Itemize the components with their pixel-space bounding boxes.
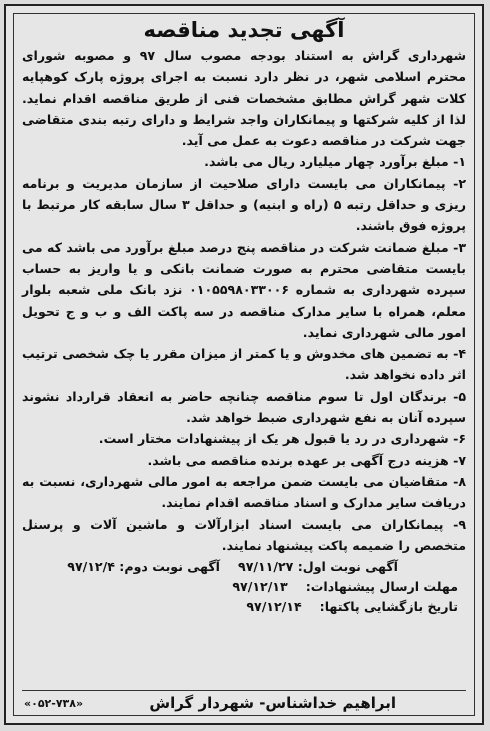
notice-body	[13, 13, 475, 716]
notice-item-2: ۲- پیمانکاران می بایست دارای صلاحیت از سازمان مدیریت و برنامه ریزی و حداقل رتبه ۵ (راه و ابنیه) و حداقل ۳ سال سابقه کار مرتبط با پروژه فوق باشند.	[22, 175, 466, 234]
second-ad-date	[67, 557, 220, 577]
notice-footer	[22, 690, 466, 715]
notice-item-6: ۶- شهرداری در رد یا قبول هر یک از پیشنهادات مختار است.	[98, 431, 466, 447]
second-ad-value: ۹۷/۱۲/۴	[67, 559, 115, 575]
ad-code: «۰۵۲-۷۳۸»	[24, 696, 84, 710]
deadline-label: مهلت ارسال پیشنهادات:	[305, 579, 458, 595]
first-ad-label: آگهی نوبت اول:	[297, 559, 398, 575]
dates-row-deadline	[22, 577, 466, 597]
dates-row-ads	[22, 557, 466, 577]
notice-dates	[22, 557, 466, 617]
notice-item-8: ۸- متقاضیان می بایست ضمن مراجعه به امور مالی شهرداری، نسبت به دریافت سایر مدارک و اسناد مناقصه اقدام نمایند.	[22, 473, 466, 511]
notice-item-9: ۹- پیمانکاران می بایست اسناد ابزارآلات و ماشین آلات و پرسنل متخصص را ضمیمه پاکت پیشنهاد نمایند.	[22, 516, 466, 553]
notice-title: آگهی تجدید مناقصه	[143, 18, 345, 42]
deadline-value: ۹۷/۱۲/۱۳	[232, 579, 288, 595]
notice-item-5: ۵- برندگان اول تا سوم مناقصه چنانچه حاضر به انعقاد قرارداد نشوند سپرده آنان به نفع شهرداری ضبط خواهد شد.	[22, 388, 466, 426]
mayor-signature: ابراهیم خداشناس- شهردار گراش	[149, 694, 396, 712]
notice-item-4: ۴- به تضمین های مخدوش و یا کمتر از میزان مقرر یا چک شخصی ترتیب اثر داده نخواهد شد.	[22, 346, 466, 383]
notice-frame	[4, 4, 484, 725]
notice-item-3: ۳- مبلغ ضمانت شرکت در مناقصه پنج درصد مبلغ برآورد می باشد که می بایست متقاضی محترم به صورت ضمانت بانکی و یا واریز به حساب سپرده شهرداری به شماره ۰۱۰۵۵۹۸۰۳۳۰۰۶ نزد بانک ملی شعبه بلوار معلم، همراه با سایر مدارک مناقصه در سه پاکت الف و ب و ج تحویل امور مالی شهرداری نماید.	[22, 239, 466, 340]
opening-label: تاریخ بازگشایی پاکتها:	[319, 599, 458, 615]
notice-item-7: ۷- هزینه درج آگهی بر عهده برنده مناقصه می باشد.	[147, 452, 466, 468]
first-ad-value: ۹۷/۱۱/۲۷	[238, 559, 294, 575]
notice-intro: شهرداری گراش به استناد بودجه مصوب سال ۹۷ و مصوبه شورای محترم اسلامی شهر، در نظر دارد نسبت به اجرای پروژه پارک کوهپایه کلات شهر گراش مطابق مشخصات فنی از طریق مناقصه اقدام نماید. لذا از کلیه شرکتها و پیمانکاران واجد شرایط و دارای رتبه بندی متقاضی جهت شرکت در مناقصه دعوت به عمل می آید.	[22, 48, 467, 149]
notice-item-1: ۱- مبلغ برآورد چهار میلیارد ریال می باشد.	[204, 154, 466, 170]
opening-value: ۹۷/۱۲/۱۴	[246, 599, 302, 615]
second-ad-label: آگهی نوبت دوم:	[119, 559, 221, 575]
first-ad-date	[238, 557, 398, 577]
dates-row-opening	[22, 597, 466, 617]
